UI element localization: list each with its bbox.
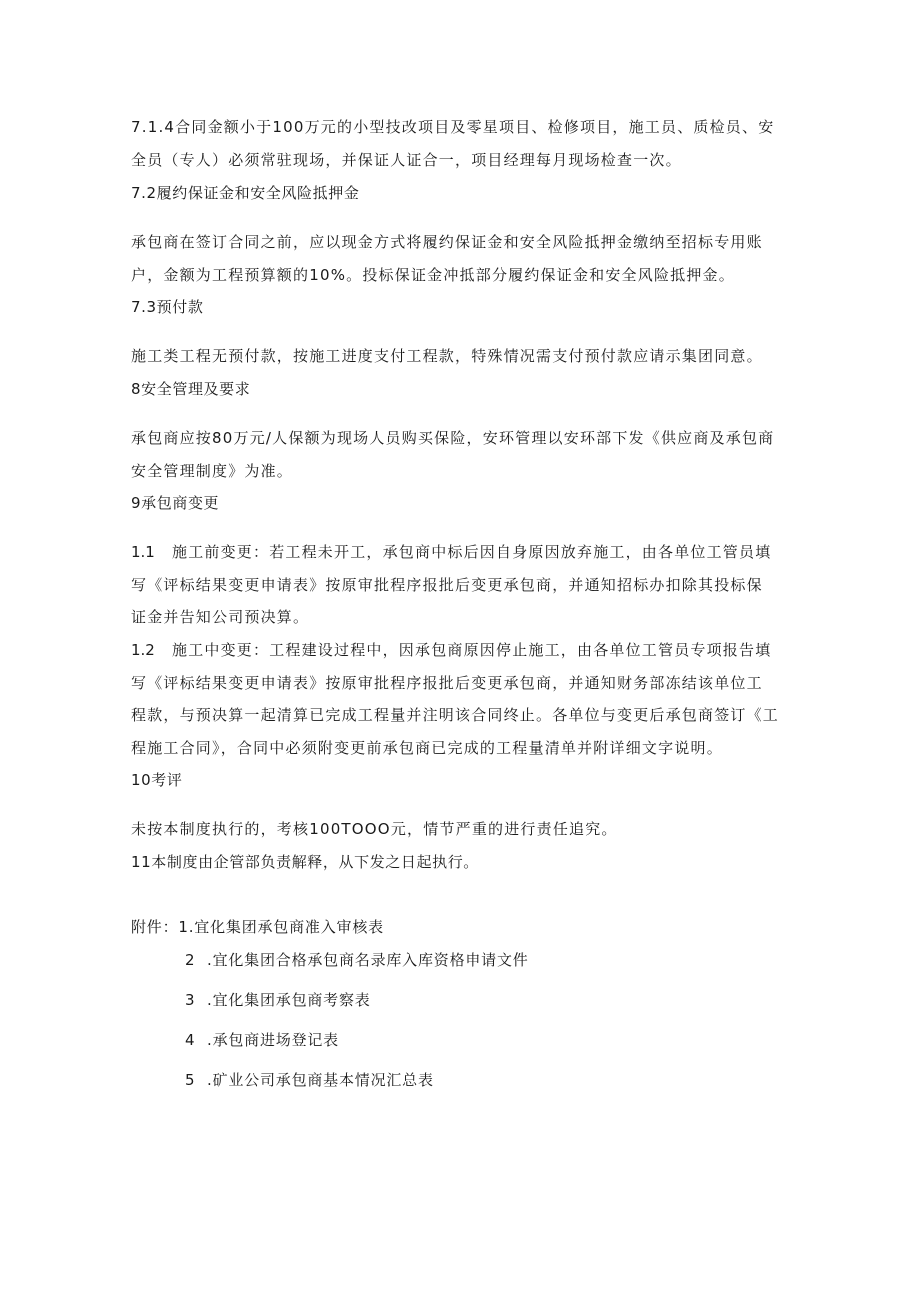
clause-10-line-1: 未按本制度执行的，考核100TOOO元，情节严重的进行责任追究。 <box>131 820 618 838</box>
attachment-item <box>185 1030 339 1050</box>
attachment-item <box>185 950 529 970</box>
clause-9-1-line-1: 施工前变更：若工程未开工，承包商中标后因自身原因放弃施工，由各单位工管员填 <box>172 543 772 561</box>
attachment-number: 2 <box>185 951 196 969</box>
attachment-number: 4 <box>185 1031 196 1049</box>
clause-9-1-line-3: 证金并告知公司预决算。 <box>131 608 310 626</box>
clause-7-3-line-1: 施工类工程无预付款，按施工进度支付工程款，特殊情况需支付预付款应请示集团同意。 <box>131 347 763 365</box>
heading-7-3: 7.3预付款 <box>131 298 204 316</box>
heading-11: 11本制度由企管部负责解释，从下发之日起执行。 <box>131 853 479 871</box>
clause-9-2-line-2: 写《评标结果变更申请表》按原审批程序报批后变更承包商，并通知财务部冻结该单位工 <box>131 674 763 692</box>
attachment-title: .宜化集团合格承包商名录库入库资格申请文件 <box>207 951 529 969</box>
attachment-title: .宜化集团承包商考察表 <box>207 991 371 1009</box>
clause-9-1-line-2: 写《评标结果变更申请表》按原审批程序报批后变更承包商，并通知招标办扣除其投标保 <box>131 576 763 594</box>
clause-7-2-line-2: 户，金额为工程预算额的10%。投标保证金冲抵部分履约保证金和安全风险抵押金。 <box>131 266 735 284</box>
attachment-number: 3 <box>185 991 196 1009</box>
clause-9-1-number: 1.1 <box>131 543 155 561</box>
heading-8: 8安全管理及要求 <box>131 380 251 398</box>
clause-9-2-line-4: 程施工合同》，合同中必须附变更前承包商已完成的工程量清单并附详细文字说明。 <box>131 739 723 757</box>
attachments-lead: 附件：1.宜化集团承包商准入审核表 <box>131 918 384 936</box>
heading-7-2: 7.2履约保证金和安全风险抵押金 <box>131 184 360 202</box>
clause-7-2-line-1: 承包商在签订合同之前，应以现金方式将履约保证金和安全风险抵押金缴纳至招标专用账 <box>131 233 763 251</box>
attachment-item <box>185 1070 434 1090</box>
attachment-number: 5 <box>185 1071 196 1089</box>
clause-8-line-1: 承包商应按80万元/人保额为现场人员购买保险，安环管理以安环部下发《供应商及承包商 <box>131 429 775 447</box>
clause-8-line-2: 安全管理制度》为准。 <box>131 462 294 480</box>
clause-7-1-4-line-2: 全员（专人）必须常驻现场，并保证人证合一，项目经理每月现场检查一次。 <box>131 151 682 169</box>
clause-7-1-4-line-1: 7.1.4合同金额小于100万元的小型技改项目及零星项目、检修项目，施工员、质检员、安 <box>131 118 775 136</box>
attachment-title: .承包商进场登记表 <box>207 1031 339 1049</box>
attachment-title: .矿业公司承包商基本情况汇总表 <box>207 1071 434 1089</box>
heading-10: 10考评 <box>131 771 183 789</box>
clause-9-2-number: 1.2 <box>131 641 155 659</box>
attachment-item <box>185 990 371 1010</box>
clause-9-2-line-3: 程款，与预决算一起清算已完成工程量并注明该合同终止。各单位与变更后承包商签订《工 <box>131 706 780 724</box>
clause-9-2-line-1: 施工中变更：工程建设过程中，因承包商原因停止施工，由各单位工管员专项报告填 <box>172 641 772 659</box>
heading-9: 9承包商变更 <box>131 494 220 512</box>
